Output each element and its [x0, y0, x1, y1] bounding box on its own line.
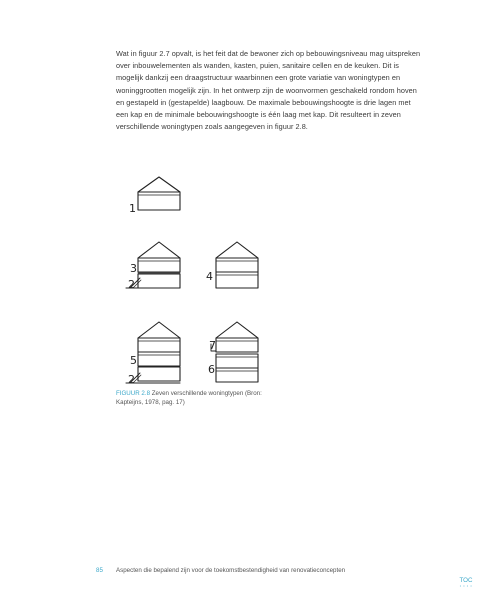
label-1: 1 — [129, 202, 136, 215]
toc-label[interactable]: TOC — [459, 577, 473, 584]
label-2b: 2 — [128, 373, 135, 386]
label-7: 7 — [209, 339, 216, 352]
body-paragraph: Wat in figuur 2.7 opvalt, is het feit dat de bewoner zich op bebouwingsniveau mag uitspreken over inbouwelementen als wanden, kasten, puien, sanitaire cellen en de keuken. Dit is mogelijk dankzij een draagstructuur waarbinnen een grote variatie van woningtypen en woninggrootten mogelijk zijn. In het ontwerp zijn de woonvormen geschakeld rondom hoven en gestapeld in (gestapelde) laagbouw. De maximale bebouwingshoogte is drie lagen met een kap en de minimale bebouwingshoogte is één laag met kap. Dit resulteert in zeven verschillende woningtypen zoals aangegeven in figuur 2.8. — [116, 49, 421, 132]
label-2: 2 — [128, 278, 135, 291]
toc-dots-icon: • • • • — [459, 583, 473, 588]
figure-housing-types — [116, 170, 276, 390]
label-6: 6 — [208, 363, 215, 376]
house-type-4 — [216, 242, 258, 288]
label-4: 4 — [206, 270, 213, 283]
toc-link[interactable] — [455, 577, 477, 588]
figure-caption — [116, 389, 266, 407]
caption-label: FIGUUR 2.8 — [116, 390, 151, 397]
house-type-6-7 — [211, 322, 258, 382]
house-type-1 — [138, 177, 180, 210]
housing-types-drawing — [116, 170, 276, 390]
running-title: Aspecten die bepalend zijn voor de toekomstbestendigheid van renovatieconcepten — [116, 567, 346, 574]
caption-text: Zeven verschillende woningtypen (Bron: Kapteijns, 1978, pag. 17) — [116, 390, 262, 406]
label-3: 3 — [130, 262, 137, 275]
label-5: 5 — [130, 354, 137, 367]
page-number: 85 — [96, 567, 103, 574]
